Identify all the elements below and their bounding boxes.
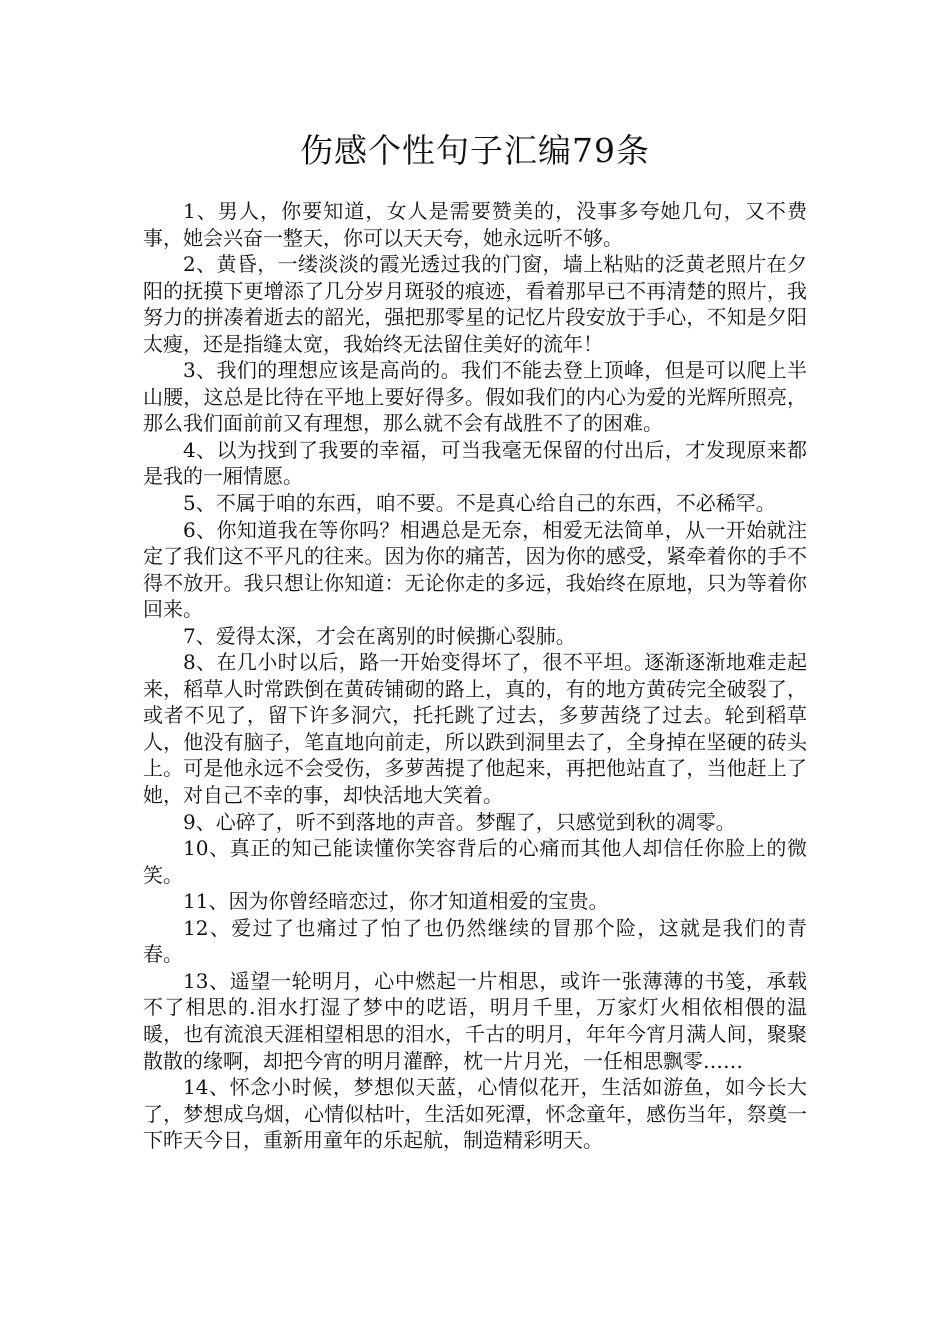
paragraph-2: 2、黄昏，一缕淡淡的霞光透过我的门窗，墙上粘贴的泛黄老照片在夕阳的抚摸下更增添了几分岁月斑驳的痕迹，看着那早已不再清楚的照片，我努力的拼凑着逝去的韶光，强把那零星的记忆片段安放于手心，不知是夕阳太瘦，还是指缝太宽，我始终无法留住美好的流年！ <box>143 252 807 356</box>
paragraph-11: 11、因为你曾经暗恋过，你才知道相爱的宝贵。 <box>183 889 609 914</box>
paragraph-13: 13、遥望一轮明月，心中燃起一片相思，或许一张薄薄的书笺，承载不了相思的.泪水打湿了梦中的呓语，明月千里，万家灯火相依相偎的温暖，也有流浪天涯相望相思的泪水，千古的明月，年年今宵月满人间，聚聚散散的缘啊，却把今宵的明月灌醉，枕一片月光，一任相思飘零…… <box>143 968 807 1073</box>
paragraph-8: 8、在几小时以后，路一开始变得坏了，很不平坦。逐渐逐渐地难走起来，稻草人时常跌倒在黄砖铺砌的路上，真的，有的地方黄砖完全破裂了，或者不见了，留下许多洞穴，托托跳了过去，多萝茜绕了过去。轮到稻草人，他没有脑子，笔直地向前走，所以跌到洞里去了，全身掉在坚硬的砖头上。可是他永远不会受伤，多萝茜提了他起来，再把他站直了，当他赶上了她，对自己不幸的事，却快活地大笑着。 <box>143 650 807 808</box>
paragraph-12: 12、爱过了也痛过了怕了也仍然继续的冒那个险，这就是我们的青春。 <box>143 915 807 967</box>
paragraph-3: 3、我们的理想应该是高尚的。我们不能去登上顶峰，但是可以爬上半山腰，这总是比待在平地上要好得多。假如我们的内心为爱的光辉所照亮，那么我们面前前又有理想，那么就不会有战胜不了的困难。 <box>143 358 807 436</box>
paragraph-14: 14、怀念小时候，梦想似天蓝，心情似花开，生活如游鱼，如今长大了，梦想成乌烟，心情似枯叶，生活如死潭，怀念童年，感伤当年，祭奠一下昨天今日，重新用童年的乐起航，制造精彩明天。 <box>143 1075 807 1153</box>
paragraph-1: 1、男人，你要知道，女人是需要赞美的，没事多夸她几句，又不费事，她会兴奋一整天，你可以天天夸，她永远听不够。 <box>143 199 807 250</box>
paragraph-7: 7、爱得太深，才会在离别的时候撕心裂肺。 <box>183 623 576 648</box>
paragraph-5: 5、不属于咱的东西，咱不要。不是真心给自己的东西，不必稀罕。 <box>183 491 776 516</box>
paragraph-6: 6、你知道我在等你吗？相遇总是无奈，相爱无法简单，从一开始就注定了我们这不平凡的往来。因为你的痛苦，因为你的感受，紧牵着你的手不得不放开。我只想让你知道：无论你走的多远，我始终在原地，只为等着你回来。 <box>143 517 807 622</box>
document-body <box>143 198 807 1154</box>
paragraph-10: 10、真正的知己能读懂你笑容背后的心痛而其他人却信任你脸上的微笑。 <box>143 836 807 887</box>
paragraph-4: 4、以为找到了我要的幸福，可当我毫无保留的付出后，才发现原来都是我的一厢情愿。 <box>143 437 807 489</box>
paragraph-9: 9、心碎了，听不到落地的声音。梦醒了，只感觉到秋的凋零。 <box>183 809 736 834</box>
document-title: 伤感个性句子汇编79条 <box>300 131 650 170</box>
